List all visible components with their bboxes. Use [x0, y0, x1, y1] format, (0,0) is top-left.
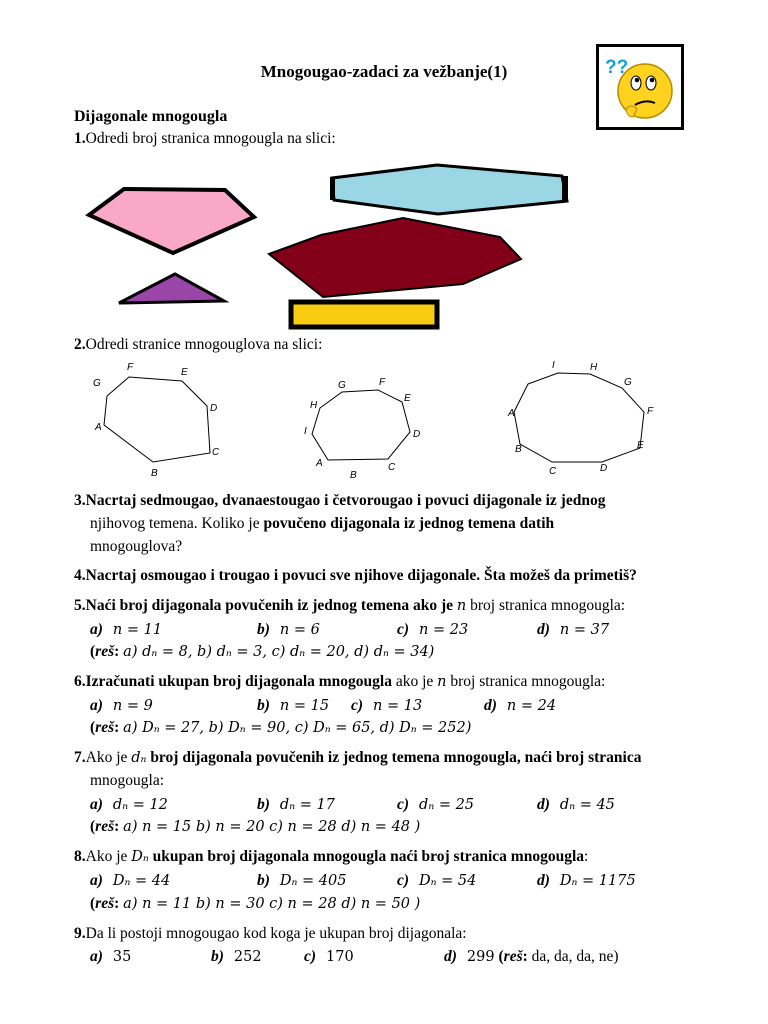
polygon-heptagon [104, 377, 210, 462]
item-c: c) n = 13 [351, 697, 423, 714]
problem-text: ako je [391, 673, 438, 690]
problem-number: 6. [74, 673, 86, 690]
item-a: a) dₙ = 12 [90, 796, 168, 813]
problem-text: broj stranica mnogougla: [466, 597, 626, 614]
thinking-emoji-frame [596, 44, 684, 130]
problem-7-line1 [74, 749, 641, 767]
blue-hexagon [332, 165, 567, 214]
problem-number: 9. [74, 925, 86, 942]
item-d: d) 299 (reš: da, da, da, ne) [444, 948, 619, 965]
variable: dₙ [131, 750, 147, 766]
vertex-label-c: C [388, 462, 396, 473]
problem-number: 8. [74, 848, 86, 865]
problem-1-shapes [0, 160, 768, 360]
problem-text: Izračunati ukupan broj dijagonala mnogougla [85, 673, 392, 690]
problem-number: 5. [74, 597, 86, 614]
answer: (reš: a) Dₙ = 27, b) Dₙ = 90, c) Dₙ = 65, d) Dₙ = 252) [90, 719, 472, 736]
vertex-label-b: B [515, 444, 522, 455]
problem-number: 3. [74, 492, 86, 509]
item-a: a) n = 9 [90, 697, 153, 714]
item-a: a) Dₙ = 44 [90, 872, 171, 889]
vertex-label-i: I [304, 426, 307, 437]
question-marks: ?? [605, 57, 629, 78]
item-a: a) n = 11 [90, 621, 163, 638]
problem-text: mnogouglova? [90, 538, 183, 555]
vertex-label-c: C [212, 447, 220, 458]
vertex-label-e: E [181, 367, 188, 378]
problem-5 [74, 597, 625, 615]
item-c: c) 170 [304, 948, 354, 965]
problem-text: broj dijagonala povučenih iz jednog temena mnogougla, naći broj stranica [146, 749, 642, 766]
variable: Dₙ [131, 849, 149, 865]
problem-7-line2 [90, 772, 164, 790]
purple-triangle [119, 274, 224, 303]
vertex-label-d: D [210, 403, 218, 414]
vertex-label-a: A [316, 458, 323, 469]
problem-text: Nacrtaj sedmougao, dvanaestougao i četvorougao i povuci dijagonale iz jednog [85, 492, 606, 509]
vertex-label-c: C [549, 466, 557, 477]
problem-number: 1. [74, 130, 86, 147]
vertex-label-h: H [590, 362, 598, 373]
section-heading: Dijagonale mnogougla [74, 108, 228, 125]
maroon-heptagon [269, 218, 521, 297]
vertex-label-i: I [552, 360, 555, 371]
answer: (reš: a) n = 15 b) n = 20 c) n = 28 d) n = 48 ) [90, 818, 421, 835]
vertex-label-f: F [379, 377, 386, 388]
problem-number: 7. [74, 749, 86, 766]
problem-text: : [584, 848, 589, 865]
vertex-label-d: D [600, 463, 608, 474]
vertex-label-g: G [338, 380, 346, 391]
variable: n [437, 674, 447, 690]
item-a: a) 35 [90, 948, 132, 965]
vertex-label-d: D [413, 429, 421, 440]
item-b: b) 252 [211, 948, 262, 965]
problem-6 [74, 673, 605, 691]
problem-3-line1 [74, 492, 605, 510]
vertex-label-f: F [647, 406, 654, 417]
polygon-octagon [312, 390, 410, 460]
yellow-rectangle [291, 302, 437, 327]
problem-text: Odredi stranice mnogouglova na slici: [85, 336, 323, 353]
thinking-face-icon [599, 47, 681, 127]
vertex-label-b: B [350, 470, 357, 481]
problem-text-bold: povučeno dijagonala iz jednog temena datih [263, 515, 555, 532]
problem-text: njihovog temena. Koliko je [90, 515, 264, 532]
item-b: b) dₙ = 17 [257, 796, 335, 813]
item-d: d) Dₙ = 1175 [537, 872, 636, 889]
vertex-label-f: F [127, 362, 134, 373]
problem-2 [74, 336, 322, 354]
problem-text: Nacrtaj osmougao i trougao i povuci sve njihove dijagonale. Šta možeš da primetiš? [85, 567, 637, 584]
problem-text: ukupan broj dijagonala mnogougla naći broj stranica mnogougla [148, 848, 585, 865]
problem-number: 4. [74, 567, 86, 584]
problem-3-line3 [90, 538, 182, 556]
vertex-label-a: A [508, 408, 515, 419]
answer: (reš: a) n = 11 b) n = 30 c) n = 28 d) n = 50 ) [90, 895, 421, 912]
problem-4 [74, 567, 637, 585]
vertex-label-b: B [151, 468, 158, 479]
problem-text: Da li postoji mnogougao kod koga je ukupan broj dijagonala: [85, 925, 467, 942]
problem-number: 2. [74, 336, 86, 353]
vertex-label-e: E [404, 393, 411, 404]
variable: n [456, 598, 467, 614]
vertex-label-h: H [310, 400, 318, 411]
vertex-label-e: E [637, 440, 644, 451]
vertex-label-g: G [93, 378, 101, 389]
problem-text: Odredi broj stranica mnogougla na slici: [85, 130, 336, 147]
item-c: c) dₙ = 25 [397, 796, 475, 813]
vertex-label-g: G [624, 377, 632, 388]
page-title: Mnogougao-zadaci za vežbanje(1) [260, 62, 508, 81]
pink-pentagon [89, 189, 254, 253]
problem-9 [74, 925, 467, 943]
item-d: d) n = 24 [484, 697, 557, 714]
item-d: d) dₙ = 45 [537, 796, 615, 813]
item-c: c) n = 23 [397, 621, 469, 638]
item-b: b) n = 15 [257, 697, 330, 714]
problem-text: Ako je [85, 848, 132, 865]
item-b: b) n = 6 [257, 621, 320, 638]
vertex-label-a: A [95, 422, 102, 433]
problem-2-polygons [0, 355, 768, 485]
answer: (reš: a) dₙ = 8, b) dₙ = 3, c) dₙ = 20, d) dₙ = 34) [90, 643, 435, 660]
item-b: b) Dₙ = 405 [257, 872, 347, 889]
problem-text: mnogougla: [90, 772, 165, 789]
problem-text: Ako je [85, 749, 132, 766]
problem-1 [74, 130, 336, 148]
problem-8 [74, 848, 588, 866]
item-d: d) n = 37 [537, 621, 610, 638]
item-c: c) Dₙ = 54 [397, 872, 477, 889]
problem-text: Naći broj dijagonala povučenih iz jednog temena ako je [85, 597, 457, 614]
problem-3-line2 [90, 515, 554, 533]
problem-text: broj stranica mnogougla: [446, 673, 606, 690]
